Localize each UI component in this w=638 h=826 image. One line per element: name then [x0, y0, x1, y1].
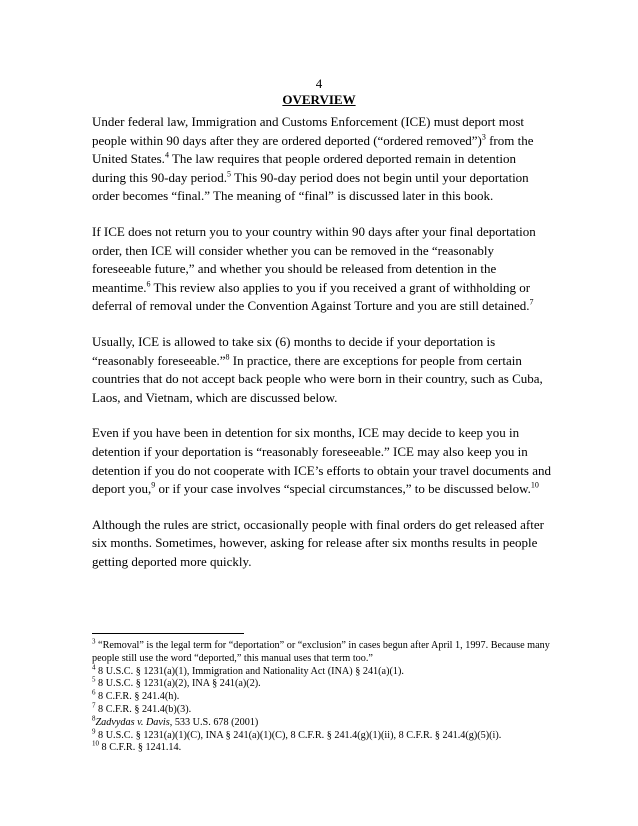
footnote-10: [92, 739, 554, 755]
footnote-number: 9: [92, 727, 96, 736]
paragraph-4: [92, 424, 552, 498]
footnote-8: [92, 714, 554, 730]
footnote-text: 8 C.F.R. § 241.4(b)(3).: [95, 703, 192, 715]
paragraph-3-text-b: In practice, there are exceptions for people from certain countries that do not accept back people who were born in their country, such as Cuba, Laos, and Vietnam, which are discussed below.: [92, 352, 543, 405]
footnote-text: 8 U.S.C. § 1231(a)(1), Immigration and Nationality Act (INA) § 241(a)(1).: [95, 665, 404, 677]
footnote-number: 5: [92, 676, 96, 684]
footnote-ref-3: 3: [481, 132, 486, 142]
paragraph-3: [92, 333, 552, 407]
paragraph-5: [92, 516, 552, 572]
paragraph-1-text-a: Under federal law, Immigration and Customs Enforcement (ICE) must deport most people within 90 days after they are ordered deported (“ordered removed”): [92, 114, 525, 148]
paragraph-2-text-b: This review also applies to you if you received a grant of withholding or deferral of removal under the Convention Against Torture and you are still detained.: [92, 279, 531, 314]
footnote-text: , 533 U.S. 678 (2001): [169, 716, 259, 728]
paragraph-2-text-a: If ICE does not return you to your country within 90 days after your final deportation order, then ICE will consider whether you can be removed in the “reasonably foreseeable future,” and whether you should be released from detention in the meantime.: [92, 223, 536, 295]
case-name: Zadvydas v. Davis: [95, 716, 170, 728]
footnote-text: “Removal” is the legal term for “deportation” or “exclusion” in cases begun after April 1, 1997. Because many people still use the word “deported,” this manual uses that term too.”: [92, 640, 550, 664]
footnote-text: 8 U.S.C. § 1231(a)(1)(C), INA § 241(a)(1)(C), 8 C.F.R. § 241.4(g)(1)(ii), 8 C.F.R. § 241.4(g)(5)(i).: [95, 729, 502, 741]
paragraph-1-text-b: from the United States.: [92, 132, 534, 167]
footnote-text: 8 C.F.R. § 1241.14.: [99, 742, 182, 754]
body-text: [92, 113, 552, 588]
footnote-ref-7: 7: [529, 298, 534, 308]
footnote-number: 3: [92, 637, 96, 646]
footnote-number: 7: [92, 701, 96, 710]
footnote-number: 10: [92, 739, 99, 748]
footnote-3: [92, 637, 554, 666]
paragraph-4-text-a: Even if you have been in detention for six months, ICE may decide to keep you in detention if your deportation is “reasonably foreseeable.” ICE may also keep you in detention if you do not cooperate with ICE’s efforts to obtain your travel documents and deport you,: [92, 425, 551, 497]
footnote-5: [92, 678, 554, 691]
footnote-divider: [92, 633, 244, 634]
footnote-text: 8 C.F.R. § 241.4(h).: [95, 691, 180, 703]
footnote-6: [92, 688, 554, 704]
footnote-ref-9: 9: [151, 480, 156, 490]
footnotes: [92, 637, 554, 755]
footnote-4: [92, 663, 554, 679]
paragraph-1-text-c: The law requires that people ordered deported remain in detention during this 90-day period.: [92, 151, 516, 185]
footnote-ref-8: 8: [225, 352, 230, 362]
section-heading: OVERVIEW: [282, 92, 356, 107]
footnote-ref-4: 4: [164, 150, 169, 160]
footnote-text: 8 U.S.C. § 1231(a)(2), INA § 241(a)(2).: [95, 678, 261, 690]
paragraph-2: [92, 223, 552, 316]
paragraph-3-text-a: Usually, ICE is allowed to take six (6) months to decide if your deportation is “reasonably foreseeable.”: [92, 333, 496, 368]
paragraph-1: [92, 113, 552, 206]
footnote-ref-5: 5: [227, 169, 232, 179]
footnote-number: 4: [92, 663, 96, 672]
footnote-7: [92, 701, 554, 717]
footnote-number: 6: [92, 688, 96, 697]
footnote-ref-6: 6: [146, 279, 151, 289]
footnote-9: [92, 727, 554, 743]
paragraph-1-text-d: This 90-day period does not begin until your deportation order becomes “final.” The meaning of “final” is discussed later in this book.: [92, 169, 529, 204]
page-number: 4: [315, 76, 323, 91]
footnote-ref-10: 10: [530, 480, 539, 490]
footnote-number: 8: [92, 714, 96, 723]
paragraph-5-text-a: Although the rules are strict, occasionally people with final orders do get released after six months. Sometimes, however, asking for release after six months results in people getting deported more quickly.: [92, 516, 544, 569]
paragraph-4-text-b: or if your case involves “special circumstances,” to be discussed below.: [155, 481, 531, 497]
